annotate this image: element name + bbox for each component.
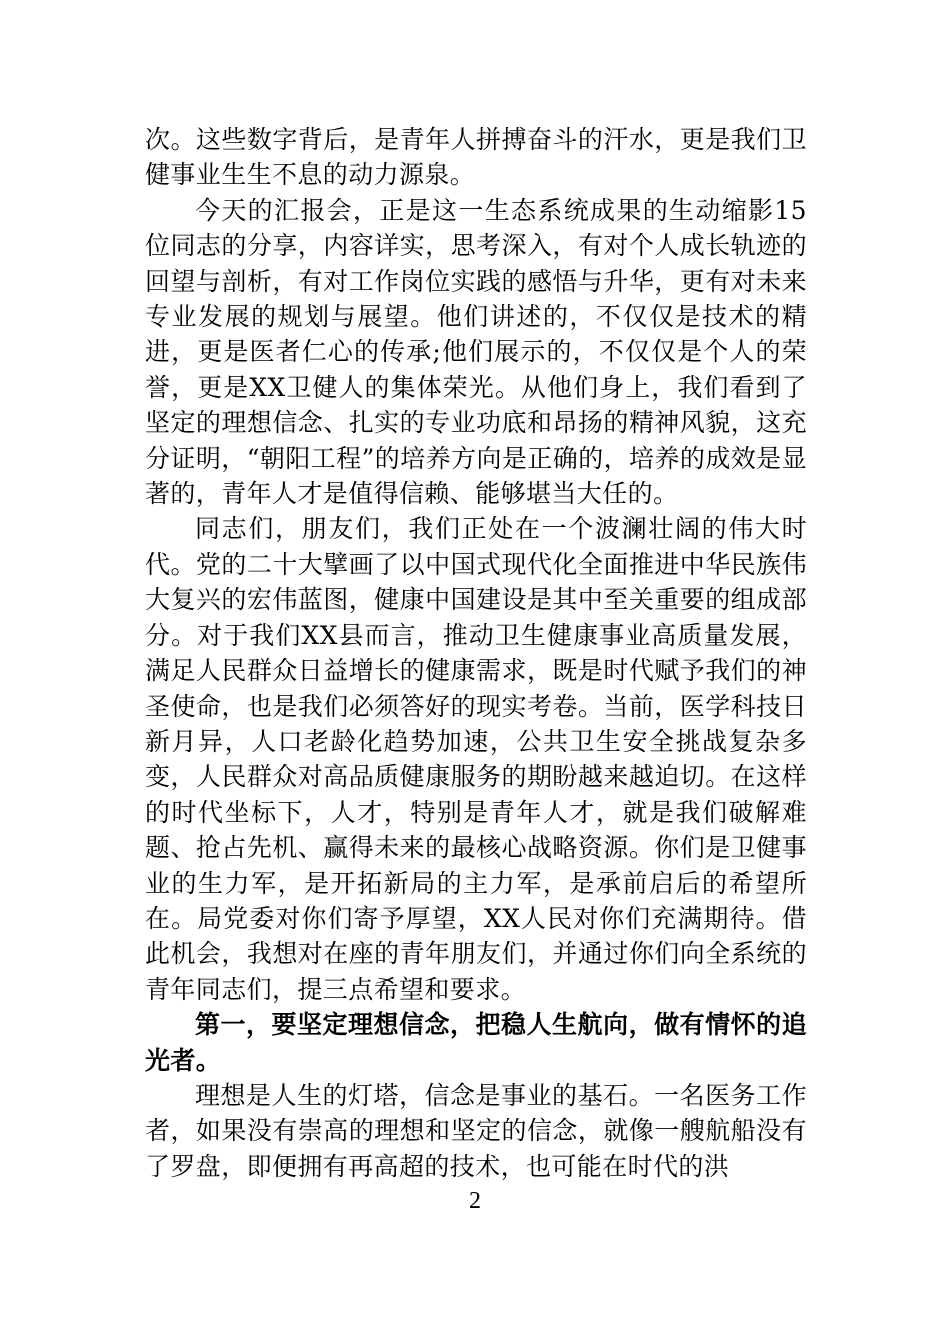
document-body bbox=[145, 122, 807, 1184]
page-number: 2 bbox=[469, 1188, 481, 1214]
paragraph-ideals: 理想是人生的灯塔，信念是事业的基石。一名医务工作者，如果没有崇高的理想和坚定的信念，就像一艘航船没有了罗盘，即便拥有再高超的技术，也可能在时代的洪 bbox=[145, 1080, 807, 1181]
paragraph-continuation: 次。这些数字背后，是青年人拼搏奋斗的汗水，更是我们卫健事业生生不息的动力源泉。 bbox=[145, 125, 807, 190]
section-heading-first: 第一，要坚定理想信念，把稳人生航向，做有情怀的追光者。 bbox=[145, 1010, 807, 1075]
paragraph-report-meeting: 今天的汇报会，正是这一生态系统成果的生动缩影15位同志的分享，内容详实，思考深入，有对个人成长轨迹的回望与剖析，有对工作岗位实践的感悟与升华，更有对未来专业发展的规划与展望。他们讲述的，不仅仅是技术的精进，更是医者仁心的传承;他们展示的，不仅仅是个人的荣誉，更是XX卫健人的集体荣光。从他们身上，我们看到了坚定的理想信念、扎实的专业功底和昂扬的精神风貌，这充分证明，“朝阳工程”的培养方向是正确的，培养的成效是显著的，青年人才是值得信赖、能够堪当大任的。 bbox=[145, 195, 807, 509]
paragraph-era: 同志们，朋友们，我们正处在一个波澜壮阔的伟大时代。党的二十大擘画了以中国式现代化全面推进中华民族伟大复兴的宏伟蓝图，健康中国建设是其中至关重要的组成部分。对于我们XX县而言，推动卫生健康事业高质量发展，满足人民群众日益增长的健康需求，既是时代赋予我们的神圣使命，也是我们必须答好的现实考卷。当前，医学科技日新月异，人口老龄化趋势加速，公共卫生安全挑战复杂多变，人民群众对高品质健康服务的期盼越来越迫切。在这样的时代坐标下，人才，特别是青年人才，就是我们破解难题、抢占先机、赢得未来的最核心战略资源。你们是卫健事业的生力军，是开拓新局的主力军，是承前启后的希望所在。局党委对你们寄予厚望，XX人民对你们充满期待。借此机会，我想对在座的青年朋友们，并通过你们向全系统的青年同志们，提三点希望和要求。 bbox=[145, 514, 807, 1004]
